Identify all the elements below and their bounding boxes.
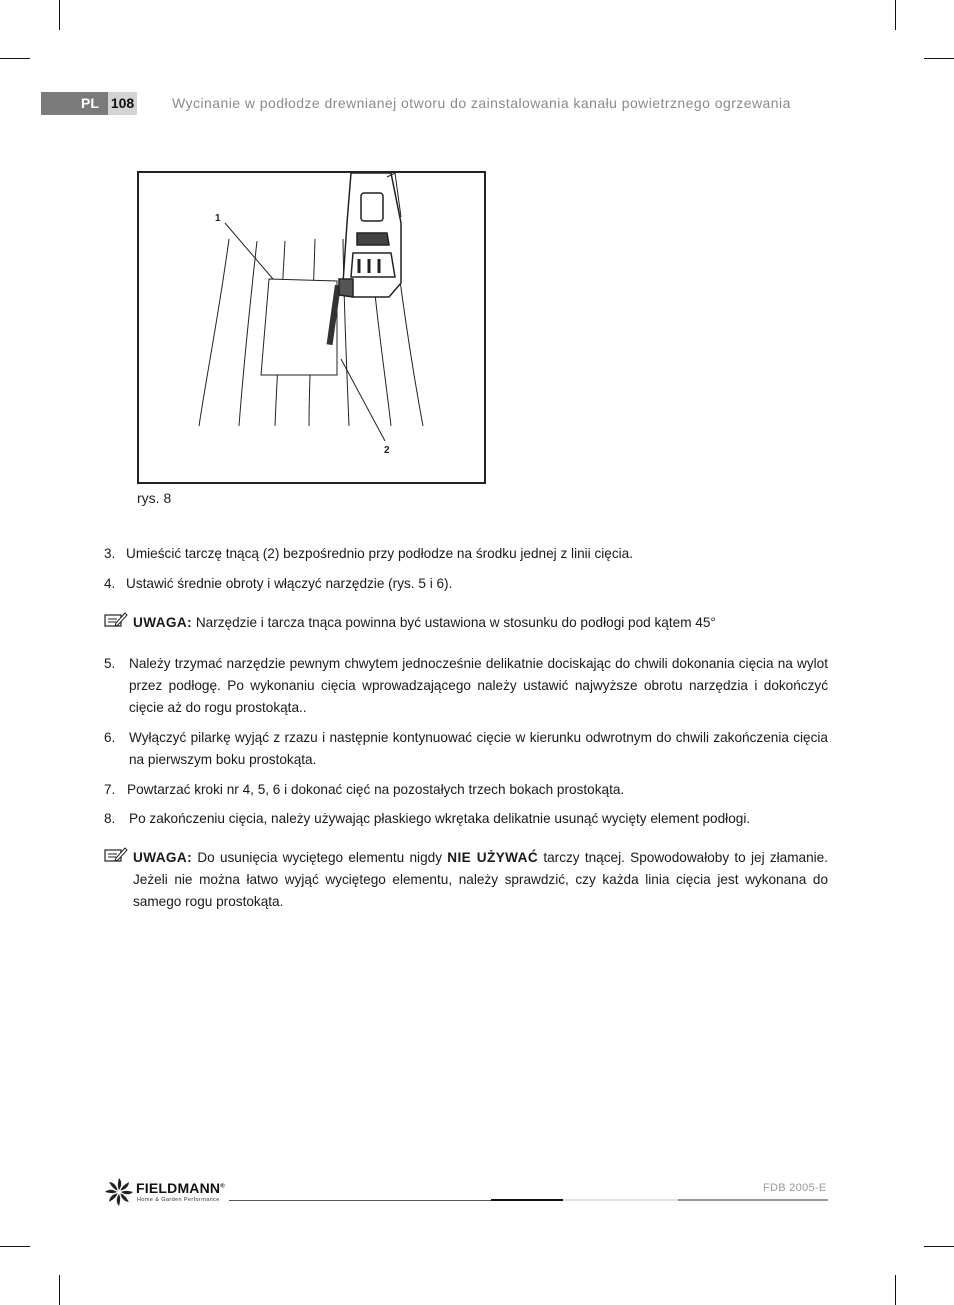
list-item xyxy=(104,779,828,801)
list-item xyxy=(104,653,828,719)
step-number: 3. xyxy=(104,546,116,561)
crop-mark xyxy=(59,1275,60,1305)
step-number: 4. xyxy=(104,576,116,591)
multi-tool-body xyxy=(339,173,401,297)
figure-caption: rys. 8 xyxy=(137,490,172,506)
figure-8 xyxy=(137,171,486,484)
note-pencil-icon xyxy=(104,612,128,628)
brand-wordmark: FIELDMANN xyxy=(136,1180,221,1196)
step-text: Umieścić tarczę tnącą (2) bezpośrednio przy podłodze na środku jednej z linii cięcia. xyxy=(126,546,633,561)
step-number: 5. xyxy=(104,656,116,671)
crop-mark xyxy=(924,1246,954,1247)
step-text: Wyłączyć pilarkę wyjąć z rzazu i następnie kontynuować cięcie w kierunku odwrotnym do chwili zakończenia cięcia na pierwszym boku prostokąta. xyxy=(129,730,828,767)
note-warning xyxy=(133,847,828,913)
footer-rule xyxy=(678,1199,828,1201)
callout-2: 2 xyxy=(384,445,390,456)
step-text: Powtarzać kroki nr 4, 5, 6 i dokonać cięć na pozostałych trzech bokach prostokąta. xyxy=(127,782,625,797)
note-label: UWAGA: xyxy=(133,615,193,630)
brand-tagline: Home & Garden Performance xyxy=(137,1197,220,1203)
list-item xyxy=(104,727,828,771)
step-number: 6. xyxy=(104,730,116,745)
step-text: Po zakończeniu cięcia, należy używając płaskiego wkrętaka delikatnie usunąć wycięty element podłogi. xyxy=(129,811,751,826)
page-number: 108 xyxy=(108,92,137,115)
crop-mark xyxy=(924,58,954,59)
step-number: 8. xyxy=(104,811,116,826)
crop-mark xyxy=(895,1275,896,1305)
crop-mark xyxy=(0,1246,30,1247)
note-label: UWAGA: xyxy=(133,850,193,865)
note-text: tarczy tnącej. Spowodowałoby to jej złamanie. Jeżeli nie można łatwo wyjąć wyciętego elementu, należy sprawdzić, czy każda linia cięcia jest wykonana do samego rogu prostokąta. xyxy=(133,850,829,909)
list-item xyxy=(104,543,828,565)
step-number: 7. xyxy=(104,782,116,797)
note-pencil-icon xyxy=(104,847,128,863)
step-text: Ustawić średnie obroty i włączyć narzędzie (rys. 5 i 6). xyxy=(126,576,453,591)
footer-rule xyxy=(491,1199,563,1201)
brand-name xyxy=(136,1180,225,1196)
note-text: Narzędzie i tarcza tnąca powinna być ustawiona w stosunku do podłogi pod kątem 45° xyxy=(195,615,716,630)
jigsaw-floor-illustration xyxy=(139,173,484,482)
trademark-symbol: ® xyxy=(220,1183,225,1190)
callout-1: 1 xyxy=(215,213,221,224)
note-text: Do usunięcia wyciętego elementu nigdy xyxy=(197,850,442,865)
footer-rule xyxy=(563,1199,678,1201)
crop-mark xyxy=(59,0,60,30)
page-title: Wycinanie w podłodze drewnianej otworu do zainstalowania kanału powietrznego ogrzewania xyxy=(172,95,791,111)
crop-mark xyxy=(895,0,896,30)
model-number: FDB 2005-E xyxy=(763,1182,827,1194)
list-item xyxy=(104,573,828,595)
crop-mark xyxy=(0,58,30,59)
note-emphasis: NIE UŻYWAĆ xyxy=(447,850,539,865)
fieldmann-logo-icon xyxy=(104,1177,134,1207)
note-warning xyxy=(133,612,833,634)
list-item xyxy=(104,808,828,830)
cut-rectangle xyxy=(261,279,337,375)
language-badge: PL xyxy=(41,92,108,115)
step-text: Należy trzymać narzędzie pewnym chwytem jednocześnie delikatnie dociskając do chwili dokonania cięcia na wylot przez podłogę. Po wykonaniu cięcia wprowadzającego należy ustawić najwyższe obrotu narzędzia i dokończyć cięcie aż do rogu prostokąta.. xyxy=(129,656,828,715)
footer-rule xyxy=(229,1200,491,1201)
